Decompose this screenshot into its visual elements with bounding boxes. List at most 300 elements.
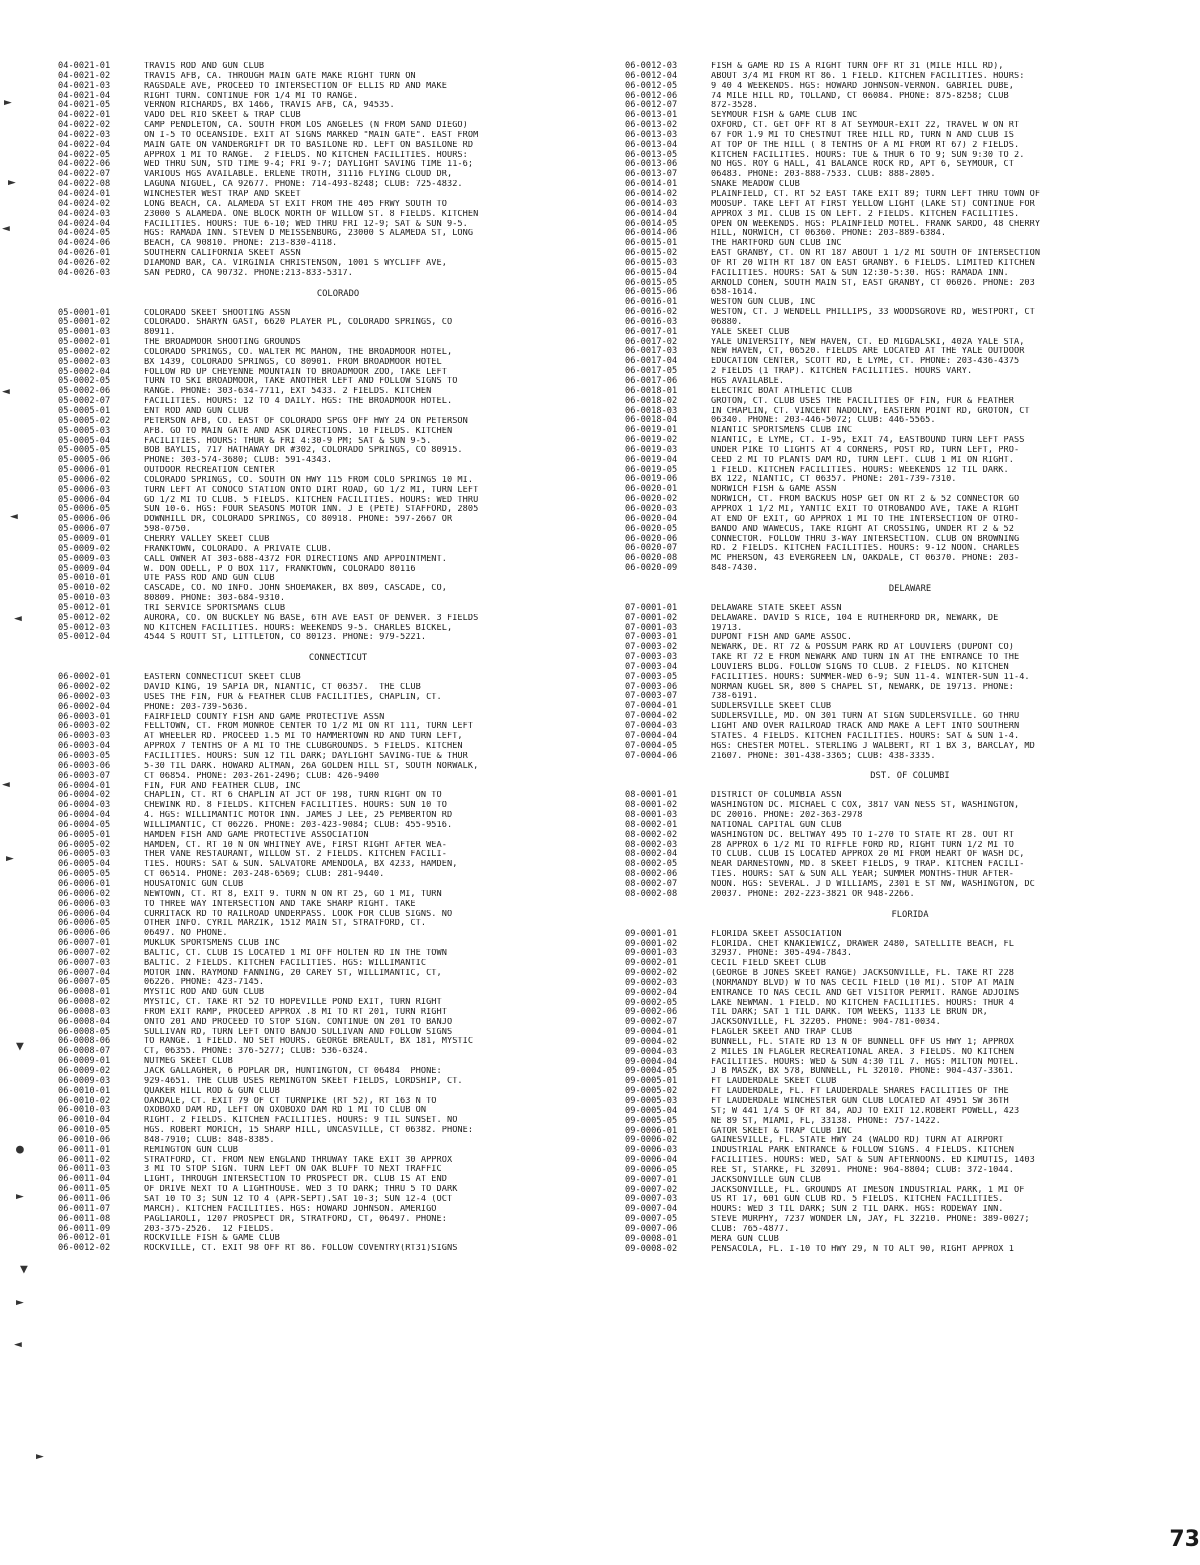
record-code: 06-0016-01 [625,297,678,308]
record-code: 05-0010-03 [58,593,111,604]
listing-line [58,949,618,959]
listing-line [625,801,1195,811]
record-code: 09-0005-04 [625,1105,678,1116]
record-text: 2 MILES IN FLAGLER RECREATIONAL AREA. 3 FIELDS. NO KITCHEN [711,1047,1014,1057]
record-code: 09-0007-01 [625,1174,678,1185]
margin-mark-icon: ◄ [14,1337,22,1352]
record-code: 04-0024-02 [58,198,111,209]
listing-line [625,525,1195,535]
record-text: WESTON, CT. J WENDELL PHILLIPS, 33 WOODSGROVE RD, WESTPORT, CT [711,308,1035,318]
listing-line [58,1136,618,1146]
state-heading: FLORIDA [891,909,929,920]
listing-line [58,673,618,683]
listing-line [625,269,1195,279]
listing-line [625,722,1195,732]
record-code: 06-0008-01 [58,987,111,998]
listing-line [625,1127,1195,1137]
record-code: 07-0003-06 [625,681,678,692]
record-text: BX 1439, COLORADO SPRINGS, CO 80901. FROM BROADMOOR HOTEL [144,357,442,367]
listing-line [625,446,1195,456]
record-code: 07-0001-02 [625,612,678,623]
record-text: PENSACOLA, FL. I-10 TO HWY 29, N TO ALT 90, RIGHT APPROX 1 [711,1244,1014,1254]
record-code: 06-0008-04 [58,1016,111,1027]
record-text: MOTOR INN. RAYMOND FANNING, 20 CAREY ST, WILLIMANTIC, CT, [144,968,442,978]
record-text: NEWTOWN, CT. RT 8, EXIT 9. TURN N ON RT 25, GO 1 MI, TURN [144,889,442,899]
record-code: 06-0017-02 [625,336,678,347]
record-code: 06-0005-01 [58,829,111,840]
listing-line [58,1028,618,1038]
record-code: 05-0001-02 [58,317,111,328]
record-text: SEYMOUR FISH & GAME CLUB INC [711,111,858,121]
record-code: 07-0001-01 [625,602,678,613]
record-code: 06-0011-02 [58,1154,111,1165]
record-code: 06-0014-02 [625,188,678,199]
record-text: GATOR SKEET & TRAP CLUB INC [711,1126,853,1136]
record-text: QUAKER HILL ROD & GUN CLUB [144,1086,280,1096]
record-code: 06-0003-03 [58,731,111,742]
record-text: 80809. PHONE: 303-684-9310. [144,594,286,604]
record-text: CHAPLIN, CT. RT 6 CHAPLIN AT JCT OF 198, TURN RIGHT ON TO [144,791,442,801]
record-text: NIANTIC SPORTSMENS CLUB INC [711,426,853,436]
record-code: 05-0005-04 [58,435,111,446]
record-code: 06-0020-05 [625,523,678,534]
record-code: 06-0020-08 [625,553,678,564]
listing-line [58,1225,618,1235]
record-code: 05-0006-07 [58,524,111,535]
listing-line [625,436,1195,446]
record-code: 09-0006-02 [625,1135,678,1146]
record-code: 07-0004-04 [625,730,678,741]
record-text: NOON. HGS: SEVERAL. J D WILLIAMS, 2301 E ST NW, WASHINGTON, DC [711,879,1035,889]
listing-line [625,111,1195,121]
listing-line [625,732,1195,742]
listing-line [625,1008,1195,1018]
record-code: 06-0020-04 [625,513,678,524]
record-text: AFB. GO TO MAIN GATE AND ASK DIRECTIONS. 10 FIELDS. KITCHEN [144,426,453,436]
listing-line [58,683,618,693]
listing-line [58,121,618,131]
record-text: FACILITIES. HOURS: 12 TO 4 DAILY. HGS: THE BROADMOOR HOTEL. [144,397,453,407]
record-text: SAN PEDRO, CA 90732. PHONE:213-833-5317. [144,268,353,278]
record-code: 09-0001-02 [625,938,678,949]
margin-mark-icon: ◄ [10,509,18,524]
record-text: THE HARTFORD GUN CLUB INC [711,239,842,249]
listing-line [58,249,618,259]
record-code: 06-0013-07 [625,169,678,180]
record-code: 06-0020-09 [625,563,678,574]
margin-mark-icon: ► [6,851,14,866]
margin-mark-icon: ● [16,1142,24,1157]
listing-line [625,959,1195,969]
record-text: FT LAUDERDALE SKEET CLUB [711,1077,837,1087]
record-code: 06-0011-04 [58,1174,111,1185]
listing-line [625,338,1195,348]
record-code: 04-0021-05 [58,100,111,111]
listing-line [625,811,1195,821]
record-code: 06-0017-06 [625,376,678,386]
record-text: INDUSTRIAL PARK ENTRANCE & FOLLOW SIGNS. 4 FIELDS. KITCHEN [711,1146,1014,1156]
listing-line [58,850,618,860]
record-code: 06-0012-03 [625,61,678,71]
record-code: 09-0001-03 [625,948,678,959]
record-text: ST; W 441 1/4 S OF RT 84, ADJ TO EXIT 12.ROBERT POWELL, 423 [711,1106,1020,1116]
record-text: FACILITIES. HOURS: SUN 12 TIL DARK; DAYLIGHT SAVING-TUE & THUR [144,752,468,761]
record-code: 06-0002-03 [58,691,111,702]
listing-line [58,496,618,506]
listing-line [625,377,1195,387]
record-code: 09-0004-01 [625,1027,678,1038]
record-code: 06-0020-02 [625,494,678,505]
listing-line [625,1028,1195,1038]
record-code: 06-0020-06 [625,533,678,544]
record-text: TIL DARK; SAT 1 TIL DARK. TOM WEEKS, 1133 LE BRUN DR, [711,1008,988,1018]
record-text: FOLLOW RD UP CHEYENNE MOUNTAIN TO BROADMOOR ZOO, TAKE LEFT [144,367,447,377]
listing-line [58,368,618,378]
record-text: BUNNELL, FL. STATE RD 13 N OF BUNNELL OFF US HWY 1; APPROX [711,1037,1014,1047]
margin-mark-icon: ► [8,175,16,190]
listing-line [625,259,1195,269]
record-code: 06-0018-01 [625,385,678,396]
record-text: MAIN GATE ON VANDERGRIFT DR TO BASILONE RD. LEFT ON BASILONE RD [144,140,474,150]
record-code: 06-0016-02 [625,307,678,318]
record-text: CONNECTOR. FOLLOW THRU 3-WAY INTERSECTION. CLUB ON BROWNING [711,534,1020,544]
record-text: NEW HAVEN, CT, 06520. FIELDS ARE LOCATED AT THE YALE OUTDOOR [711,347,1025,357]
record-code: 09-0007-03 [625,1194,678,1205]
listing-line [58,407,618,417]
record-text: 19713. [711,623,743,633]
record-code: 06-0009-02 [58,1066,111,1076]
record-code: 06-0004-03 [58,800,111,811]
listing-line [625,1166,1195,1176]
record-code: 09-0002-01 [625,958,678,969]
record-text: STATES. 4 FIELDS. KITCHEN FACILITIES. HOURS: SAT & SUN 1-4. [711,731,1020,741]
record-code: 04-0022-08 [58,179,111,190]
listing-line [58,910,618,920]
record-text: LONG BEACH, CA. ALAMEDA ST EXIT FROM THE 405 FRWY SOUTH TO [144,199,447,209]
record-text: AT TOP OF THE HILL ( 8 TENTHS OF A MI FROM RT 67) 2 FIELDS. [711,140,1020,150]
record-text: NATIONAL CAPITAL GUN CLUB [711,820,842,830]
record-text: 74 MILE HILL RD, TOLLAND, CT 06084. PHONE: 875-8258; CLUB [711,91,1009,101]
record-code: 06-0010-02 [58,1095,111,1106]
listing-line [625,702,1195,712]
record-text: CEED 2 MI TO PLANTS DAM RD, TURN LEFT. CLUB 1 MI ON RIGHT. [711,455,1014,465]
listing-line [625,485,1195,495]
record-text: CT 06854. PHONE: 203-261-2496; CLUB: 426-9400 [144,771,380,781]
listing-line [625,357,1195,367]
state-heading: CONNECTICUT [308,653,368,664]
record-code: 06-0015-02 [625,248,678,259]
listing-line [625,220,1195,230]
listing-line [625,1176,1195,1186]
listing-line [58,1165,618,1175]
record-text: REE ST, STARKE, FL 32091. PHONE: 964-8804; CLUB: 372-1044. [711,1165,1014,1175]
record-code: 06-0019-01 [625,425,678,436]
record-code: 06-0002-04 [58,701,111,712]
record-code: 06-0012-02 [58,1243,111,1254]
record-text: OTHER INFO. CYRIL MARZIK, 1512 MAIN ST, STRATFORD, CT. [144,919,427,929]
listing-line [58,397,618,407]
listing-line [625,308,1195,318]
listing-line [58,1077,618,1087]
record-code: 09-0008-02 [625,1243,678,1254]
record-text: TIES. HOURS: SAT & SUN. SALVATORE AMENDOLA, BX 4233, HAMDEN, [144,860,458,870]
listing-line [625,1245,1195,1255]
listing-line [58,811,618,821]
record-text: CHERRY VALLEY SKEET CLUB [144,534,270,544]
listing-line [58,841,618,851]
record-code: 05-0001-01 [58,307,111,318]
record-text: OAKDALE, CT. EXIT 79 OF CT TURNPIKE (RT 52), RT 163 N TO [144,1096,437,1106]
record-code: 06-0015-05 [625,277,678,288]
listing-line [625,1077,1195,1087]
record-text: (NORMANDY BLVD) W TO NAS CECIL FIELD (10 MI). STOP AT MAIN [711,978,1014,988]
listing-line [58,200,618,210]
record-code: 06-0018-02 [625,395,678,406]
record-code: 06-0004-01 [58,780,111,791]
record-code: 06-0008-03 [58,1006,111,1017]
record-code: 05-0005-01 [58,406,111,416]
listing-line [58,594,618,604]
record-text: 203-375-2526. 12 FIELDS. [144,1224,275,1234]
record-text: ROCKVILLE FISH & GAME CLUB [144,1234,280,1244]
record-text: 21607. PHONE: 301-438-3365; CLUB: 438-3335. [711,751,936,761]
record-text: JACKSONVILLE GUN CLUB [711,1175,821,1185]
record-code: 05-0010-02 [58,583,111,594]
listing-line [58,742,618,752]
record-code: 06-0003-01 [58,711,111,722]
record-code: 09-0002-05 [625,997,678,1008]
record-code: 05-0005-05 [58,445,111,456]
listing-line [58,574,618,584]
record-text: TAKE RT 72 E FROM NEWARK AND TURN IN AT THE ENTRANCE TO THE [711,653,1020,663]
listing-line [58,604,618,614]
listing-line [58,1106,618,1116]
listing-line [58,515,618,525]
listing-line [58,1175,618,1185]
record-code: 08-0002-07 [625,878,678,889]
record-code: 06-0006-03 [58,898,111,909]
record-code: 06-0012-05 [625,80,678,91]
record-code: 06-0019-06 [625,474,678,485]
listing-line [625,692,1195,702]
margin-mark-icon: ◄ [2,221,10,236]
record-code: 06-0013-04 [625,139,678,150]
record-text: TRI SERVICE SPORTSMANS CLUB [144,603,286,613]
listing-line [58,466,618,476]
listing-line [58,111,618,121]
listing-line [625,426,1195,436]
record-code: 06-0012-06 [625,90,678,101]
record-text: CURRITACK RD TO RAILROAD UNDERPASS. LOOK FOR CLUB SIGNS. NO [144,909,453,919]
record-text: 23000 S ALAMEDA. ONE BLOCK NORTH OF WILLOW ST. 8 FIELDS. KITCHEN [144,209,479,219]
record-text: NUTMEG SKEET CLUB [144,1057,233,1067]
listing-line [625,544,1195,554]
record-text: APPROX 7 TENTHS OF A MI TO THE CLUBGROUNDS. 5 FIELDS. KITCHEN [144,742,463,752]
record-code: 08-0002-03 [625,839,678,850]
record-code: 05-0006-04 [58,494,111,505]
record-text: 67 FOR 1.9 MI TO CHESTNUT TREE HILL RD, TURN N AND CLUB IS [711,130,1014,140]
record-code: 09-0002-04 [625,987,678,998]
listing-line [58,821,618,831]
record-code: 08-0002-02 [625,829,678,840]
listing-line [58,229,618,239]
record-code: 07-0003-07 [625,691,678,702]
record-code: 07-0003-04 [625,661,678,672]
record-text: UNDER PIKE TO LIGHTS AT 4 CORNERS, POST RD, TURN LEFT, PRO- [711,445,1020,455]
listing-line [58,782,618,792]
record-text: KITCHEN FACILITIES. HOURS: TUE & THUR 6 TO 9; SUN 9:30 TO 2. [711,150,1025,160]
record-code: 04-0026-01 [58,248,111,259]
listing-line [625,979,1195,989]
record-code: 05-0005-02 [58,415,111,426]
listing-line [625,190,1195,200]
listing-line [625,1186,1195,1196]
record-code: 06-0013-01 [625,110,678,121]
record-code: 06-0006-02 [58,888,111,899]
record-text: THER VANE RESTAURANT, WILLOW ST. 2 FIELDS. KITCHEN FACILI- [144,850,447,860]
record-code: 06-0016-03 [625,316,678,327]
record-text: FT LAUDERDALE WINCHESTER GUN CLUB LOCATED AT 4951 SW 36TH [711,1097,1009,1106]
record-text: 06483. PHONE: 203-888-7533. CLUB: 888-2805. [711,170,936,180]
record-text: 2 FIELDS (1 TRAP). KITCHEN FACILITIES. HOURS VARY. [711,367,973,377]
listing-line [625,82,1195,92]
listing-line [58,969,618,979]
record-text: NIANTIC, E LYME, CT. I-95, EXIT 74, EASTBOUND TURN LEFT PASS [711,436,1025,446]
record-text: TO CLUB. CLUB IS LOCATED APPROX 20 MI FROM HEART OF WASH DC, [711,850,1025,860]
record-code: 06-0002-01 [58,672,111,683]
record-text: MYSTIC ROD AND GUN CLUB [144,988,265,998]
listing-line [625,969,1195,979]
record-code: 04-0022-06 [58,159,111,170]
record-text: NORWICH FISH & GAME ASSN [711,485,837,495]
record-text: OUTDOOR RECREATION CENTER [144,466,275,476]
listing-line [625,210,1195,220]
record-text: JACK GALLAGHER, 6 POPLAR DR, HUNTINGTON, CT 06484 PHONE: [144,1067,442,1076]
record-text: LIGHT AND OVER RAILROAD TRACK AND MAKE A LEFT INTO SOUTHERN [711,722,1020,731]
record-text: MOOSUP. TAKE LEFT AT FIRST YELLOW LIGHT (LAKE ST) CONTINUE FOR [711,199,1035,209]
listing-line [625,387,1195,397]
listing-line [58,328,618,338]
record-code: 06-0014-04 [625,208,678,219]
record-text: DIAMOND BAR, CA. VIRGINIA CHRISTENSON, 1001 S WYCLIFF AVE, [144,258,447,268]
listing-line [58,1146,618,1156]
record-text: CLUB: 765-4877. [711,1224,790,1234]
record-code: 09-0007-06 [625,1223,678,1234]
record-code: 06-0013-05 [625,149,678,160]
listing-line [58,190,618,200]
record-text: STEVE MURPHY, 7237 WONDER LN, JAY, FL 32210. PHONE: 389-0027; [711,1215,1030,1225]
listing-line [58,1057,618,1067]
record-code: 07-0003-02 [625,642,678,653]
listing-line [625,229,1195,239]
listing-line [58,1067,618,1077]
record-text: SUDLERSVILLE, MD. ON 301 TURN AT SIGN SUDLERSVILLE. GO THRU [711,712,1020,722]
record-code: 06-0006-01 [58,878,111,889]
listing-line [625,535,1195,545]
record-code: 06-0015-04 [625,267,678,278]
record-text: FLORIDA SKEET ASSOCIATION [711,929,842,939]
listing-line [58,141,618,151]
listing-line [625,1048,1195,1058]
listing-line [625,180,1195,190]
record-code: 05-0005-06 [58,455,111,466]
record-code: 06-0014-03 [625,198,678,209]
record-text: SUDLERSVILLE SKEET CLUB [711,702,832,712]
record-text: NE 89 ST, MIAMI, FL, 33138. PHONE: 757-1422. [711,1116,941,1126]
listing-line [58,535,618,545]
record-text: FACILITIES. HOURS: WED & SUN 4:30 TIL 7. HGS: MILTON MOTEL. [711,1057,1020,1067]
record-code: 06-0020-03 [625,503,678,514]
listing-line [58,722,618,732]
record-code: 06-0015-03 [625,257,678,268]
record-code: 05-0002-03 [58,356,111,367]
listing-line [625,989,1195,999]
record-code: 05-0006-05 [58,504,111,515]
listing-line [625,1195,1195,1205]
listing-line [58,988,618,998]
record-text: W. DON ODELL, P O BOX 117, FRANKTOWN, COLORADO 80116 [144,564,416,574]
listing-line [58,633,618,643]
margin-mark-icon: ► [16,1189,24,1204]
record-code: 04-0021-03 [58,80,111,91]
listing-line [58,1244,618,1254]
listing-line [58,732,618,742]
listing-line [625,367,1195,377]
record-text: FACILITIES. HOURS: TUE 6-10; WED THRU FRI 12-9; SAT & SUN 9-5. [144,219,468,229]
listing-line [58,900,618,910]
record-text: PAGLIAROLI, 1207 PROSPECT DR, STRATFORD, CT, 06497. PHONE: [144,1214,447,1224]
record-code: 09-0007-04 [625,1204,678,1215]
record-text: RANGE. PHONE: 303-634-7711, EXT 5433. 2 FIELDS. KITCHEN [144,387,432,397]
record-text: APPROX 1 1/2 MI, YANTIC EXIT TO OTROBANDO AVE, TAKE A RIGHT [711,504,1020,514]
listing-line [58,978,618,988]
record-text: NEWARK, DE. RT 72 & POSSUM PARK RD AT LOUVIERS (DUPONT CO) [711,643,1014,653]
record-code: 07-0004-01 [625,701,678,712]
record-code: 06-0015-01 [625,238,678,249]
record-text: FACILITIES. HOURS: WED, SAT & SUN AFTERNOONS. ED KIMUTIS, 1403 [711,1156,1035,1166]
listing-line [58,713,618,723]
record-code: 05-0006-02 [58,474,111,485]
record-code: 05-0012-02 [58,612,111,623]
listing-line [58,998,618,1008]
listing-line [625,239,1195,249]
record-code: 06-0013-03 [625,129,678,140]
record-text: CHEWINK RD. 8 FIELDS. KITCHEN FACILITIES. HOURS: SUN 10 TO [144,801,447,811]
record-text: WINCHESTER WEST TRAP AND SKEET [144,189,301,199]
record-text: RAGSDALE AVE, PROCEED TO INTERSECTION OF ELLIS RD AND MAKE [144,81,447,91]
listing-line [58,890,618,900]
listing-line [625,940,1195,950]
record-text: OF RT 20 WITH RT 187 ON EAST GRANBY. 6 FIELDS. LIMITED KITCHEN [711,258,1035,268]
listing-line [58,476,618,486]
record-text: NEAR DARNESTOWN, MD. 8 SKEET FIELDS, 9 TRAP. KITCHEN FACILI- [711,860,1025,870]
record-text: MARCH). KITCHEN FACILITIES. HGS: HOWARD JOHNSON. AMERIGO [144,1204,437,1214]
record-code: 04-0026-02 [58,257,111,268]
listing-line [625,397,1195,407]
record-text: IN CHAPLIN, CT. VINCENT NADOLNY, EASTERN POINT RD, GROTON, CT [711,406,1030,416]
record-text: ARNOLD COHEN, SOUTH MAIN ST, EAST GRANBY, CT 06026. PHONE: 203 [711,278,1035,288]
record-code: 06-0014-06 [625,228,678,239]
record-code: 04-0024-04 [58,218,111,229]
record-code: 09-0001-01 [625,928,678,939]
record-text: 4544 S ROUTT ST, LITTLETON, CO 80123. PHONE: 979-5221. [144,633,427,643]
record-text: 738-6191. [711,692,759,702]
record-text: COLORADO SPRINGS, CO. WALTER MC MAHON, THE BROADMOOR HOTEL, [144,347,453,357]
listing-line [58,259,618,269]
listing-line [625,1097,1195,1107]
listing-line [58,1116,618,1126]
listing-line [58,358,618,368]
